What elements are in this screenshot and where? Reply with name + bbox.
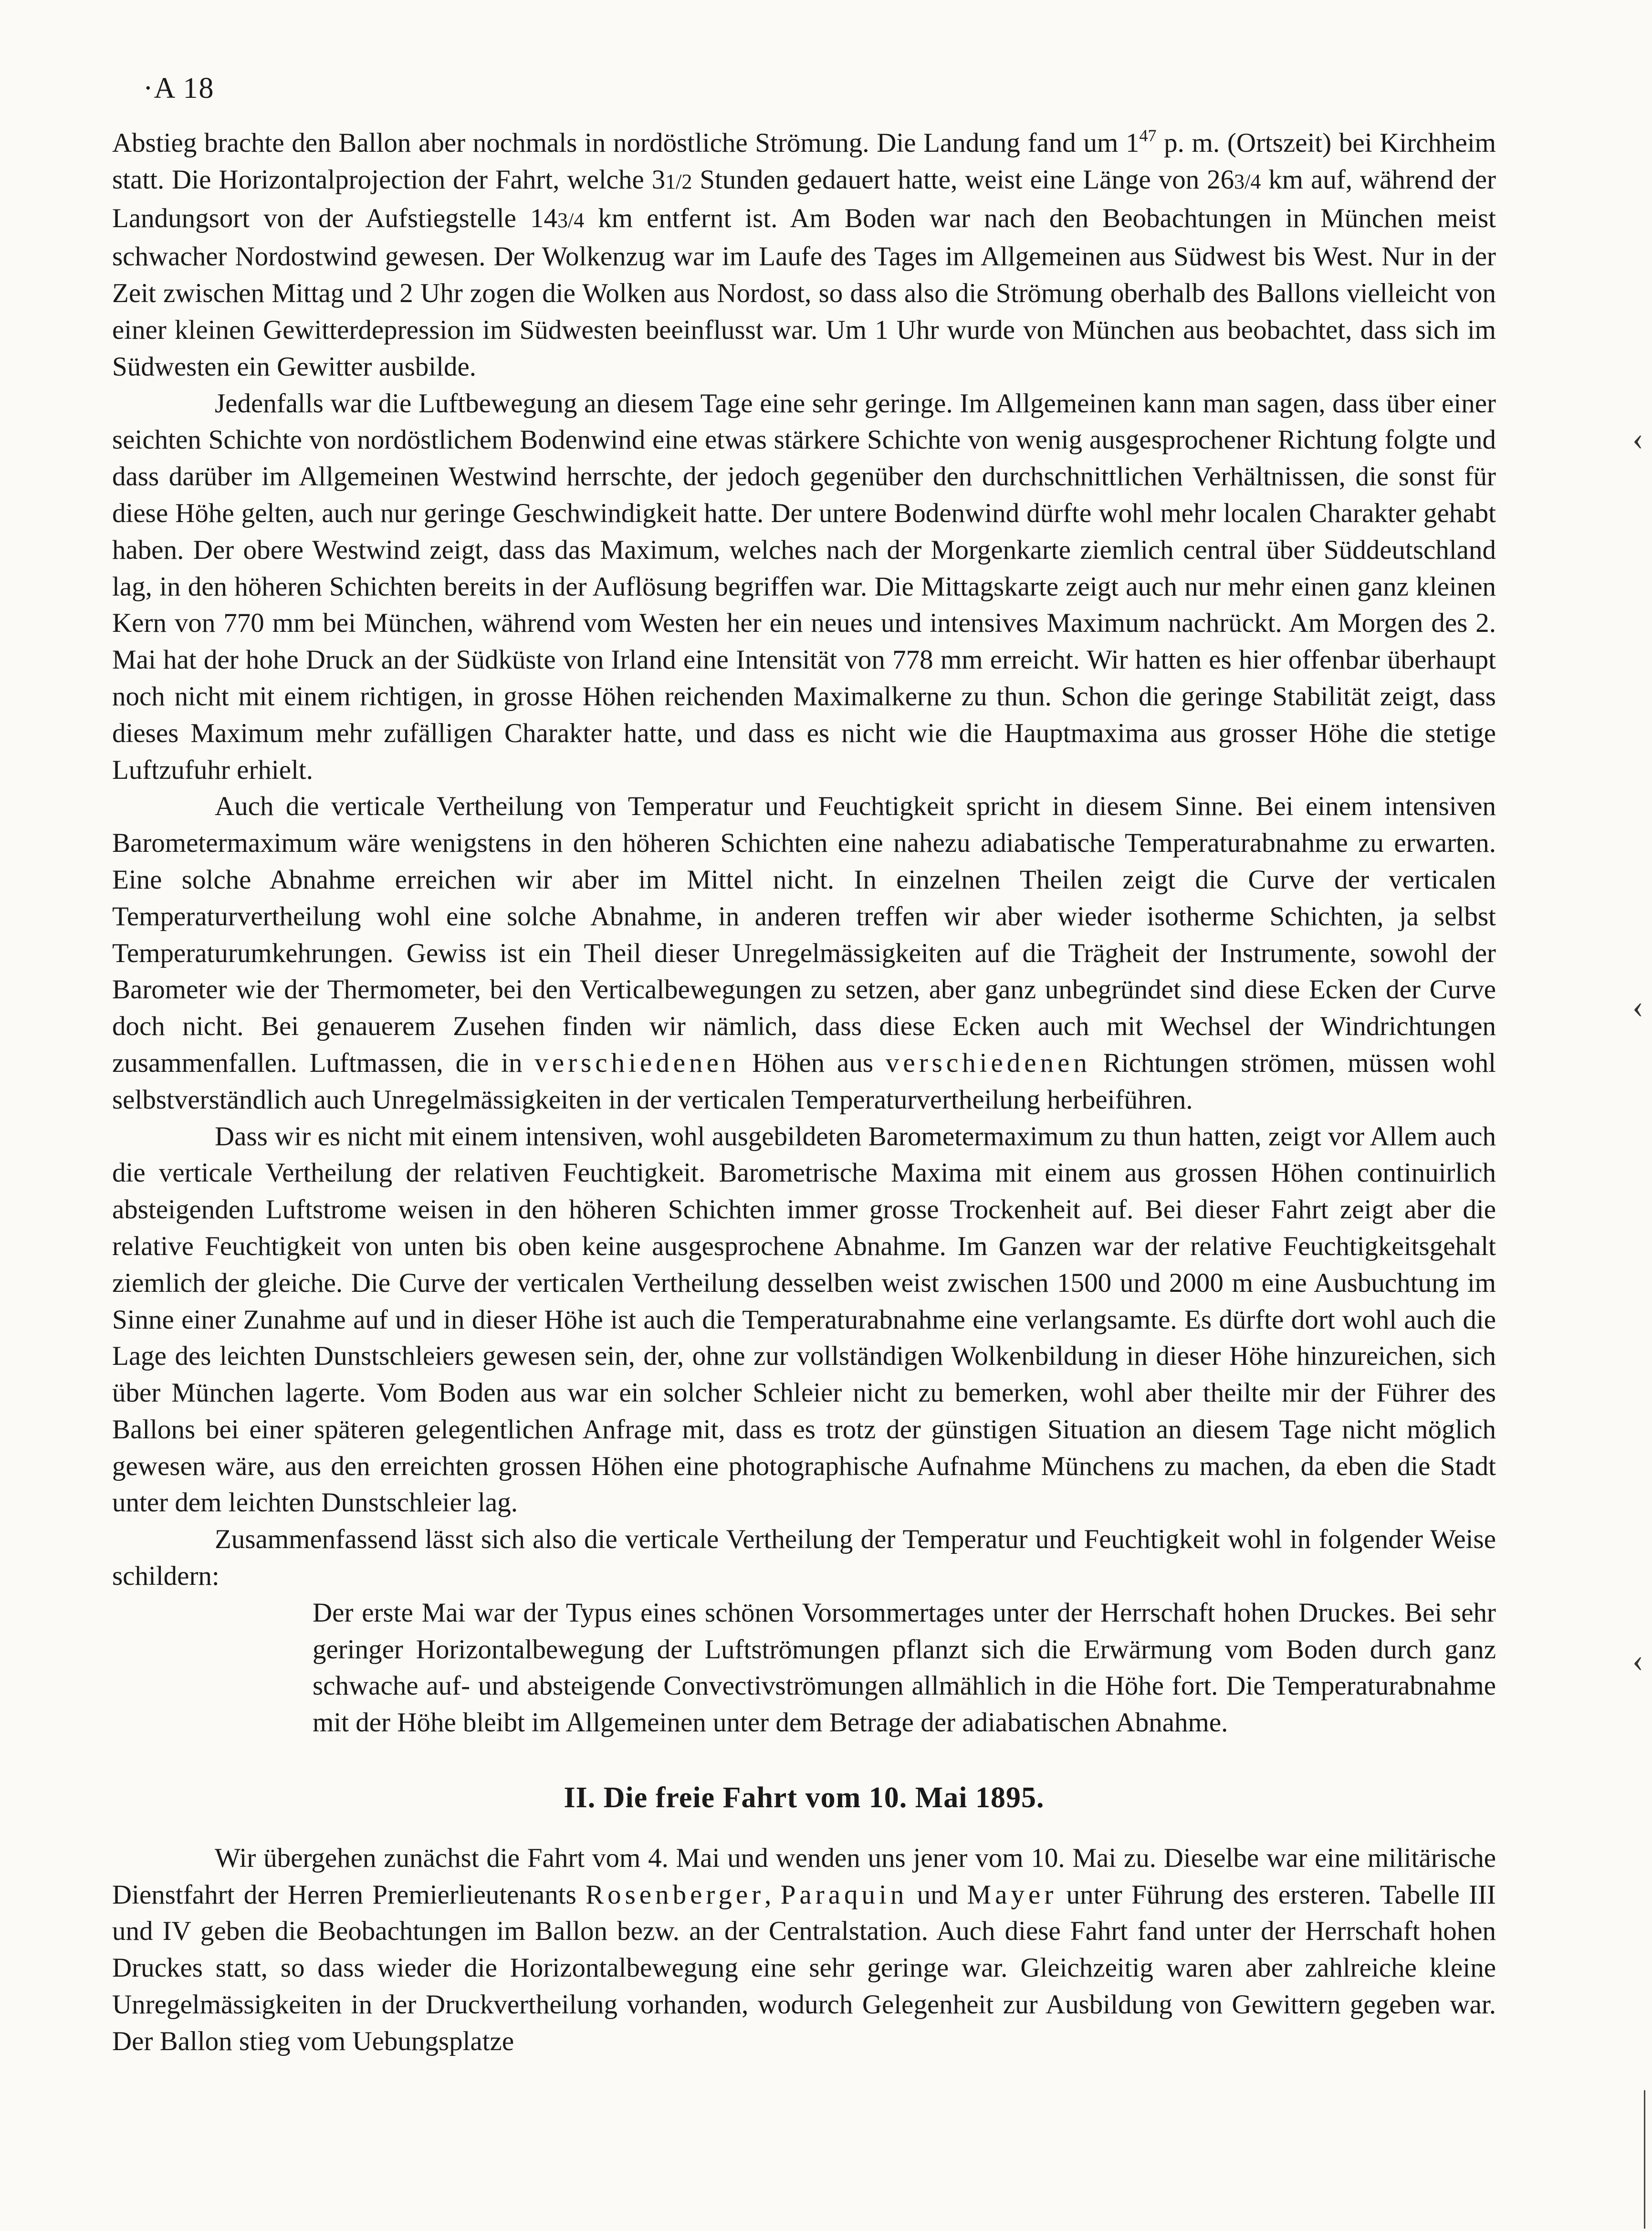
paragraph: [112, 788, 1496, 1118]
text-run: Dass wir es nicht mit einem intensiven, wohl ausgebildeten Barometermaximum zu thun hatten, zeigt vor Allem auch die verticale Vertheilung der relativen Feuchtigkeit. Barometrische Maxima mit einem aus grossen Höhen continuirlich absteigenden Luftstrome weisen in den höheren Schichten immer grosse Trockenheit auf. Bei dieser Fahrt zeigt aber die relative Feuchtigkeit von unten bis oben keine ausgesprochene Abnahme. Im Ganzen war der relative Feuchtigkeitsgehalt ziemlich der gleiche. Die Curve der verticalen Vertheilung desselben weist zwischen 1500 und 2000 m eine Ausbuchtung im Sinne einer Zunahme auf und in dieser Höhe ist auch die Temperaturabnahme eine verlangsamte. Es dürfte dort wohl auch die Lage des leichten Dunstschleiers gewesen sein, der, ohne zur vollständigen Wolkenbildung in dieser Höhe hinzureichen, sich über München lagerte. Vom Boden aus war ein solcher Schleier nicht zu bemerken, wohl aber theilte mir der Führer des Ballons bei einer späteren gelegentlichen Anfrage mit, dass es trotz der günstigen Situation an diesem Tage nicht möglich gewesen wäre, aus den erreichten grossen Höhen eine photographische Aufnahme Münchens zu machen, da eben die Stadt unter dem leichten Dunstschleier lag.: [112, 1121, 1496, 1518]
text-run: Richtungen strömen, müssen wohl selbstverständlich auch Unregelmässigkeiten in der verticalen Temperaturvertheilung herbeiführen.: [112, 1047, 1496, 1115]
text-run: Höhen aus: [740, 1047, 886, 1078]
text-run: unter Führung des ersteren. Tabelle III und IV geben die Beobachtungen im Ballon bezw. an der Centralstation. Auch diese Fahrt fand unter der Herrschaft hohen Druckes statt, so dass wieder die Horizontalbewegung eine sehr geringe war. Gleichzeitig waren aber zahlreiche kleine Unregelmässigkeiten in der Druckvertheilung vorhanden, wodurch Gelegenheit zur Ausbildung von Gewittern gegeben war. Der Ballon stieg vom Uebungsplatze: [112, 1879, 1496, 2056]
text-run: p. m. (Ortszeit) bei Kirchheim statt. Die Horizontalprojection der Fahrt, welche 3: [112, 128, 1496, 195]
scan-edge-line: [1644, 2090, 1645, 2229]
fraction: 3/4: [557, 208, 585, 232]
text-run: Jedenfalls war die Luftbewegung an diesem Tage eine sehr geringe. Im Allgemeinen kann man sagen, dass über einer seichten Schichte von nordöstlichem Bodenwind eine etwas stärkere Schichte von wenig ausgesprochener Richtung folgte und dass darüber im Allgemeinen Westwind herrschte, der jedoch gegenüber den durchschnittlichen Verhältnissen, die sonst für diese Höhe gelten, auch nur geringe Geschwindigkeit hatte. Der untere Bodenwind dürfte wohl mehr localen Charakter gehabt haben. Der obere Westwind zeigt, dass das Maximum, welches nach der Morgenkarte ziemlich central über Süddeutschland lag, in den höheren Schichten bereits in der Auflösung begriffen war. Die Mittagskarte zeigt auch nur mehr einen ganz kleinen Kern von 770 mm bei München, während vom Westen her ein neues und intensives Maximum nachrückt. Am Morgen des 2. Mai hat der hohe Druck an der Südküste von Irland eine Intensität von 778 mm erreicht. Wir hatten es hier offenbar überhaupt noch nicht mit einem richtigen, in grosse Höhen reichenden Maximalkerne zu thun. Schon die geringe Stabilität zeigt, dass dieses Maximum mehr zufälligen Charakter hatte, und dass es nicht wie die Hauptmaxima aus grosser Höhe die stetige Luftzufuhr erhielt.: [112, 388, 1496, 785]
section-heading: II. Die freie Fahrt vom 10. Mai 1895.: [564, 1781, 1045, 1814]
spaced-emphasis: Paraquin: [780, 1879, 908, 1910]
text-run: Stunden gedauert hatte, weist eine Länge von 26: [692, 164, 1234, 195]
paragraph: [112, 1840, 1496, 2060]
spaced-emphasis: Mayer: [967, 1879, 1057, 1910]
text-run: Der erste Mai war der Typus eines schönen Vorsommertages unter der Herrschaft hohen Druckes. Bei sehr geringer Horizontalbewegung der Luftströmungen pflanzt sich die Erwärmung vom Boden durch ganz schwache auf- und absteigende Convectivströmungen allmählich in die Höhe fort. Die Temperaturabnahme mit der Höhe bleibt im Allgemeinen unter dem Betrage der adiabatischen Abnahme.: [313, 1597, 1496, 1738]
margin-mark: ‹: [1632, 1642, 1643, 1679]
fraction: 1/2: [665, 169, 692, 193]
text-run: km auf, während der Landungsort von der Aufstiegstelle 14: [112, 164, 1496, 233]
text-run: Wir übergehen zunächst die Fahrt vom 4. Mai und wenden uns jener vom 10. Mai zu. Dieselbe war eine militärische Dienstfahrt der Herren Premierlieutenants: [112, 1843, 1496, 1910]
fraction: 3/4: [1234, 169, 1261, 193]
text-run: km entfernt ist. Am Boden war nach den Beobachtungen in München meist schwacher Nordostwind gewesen. Der Wolkenzug war im Laufe des Tages im Allgemeinen aus Südwest bis West. Nur in der Zeit zwischen Mittag und 2 Uhr zogen die Wolken aus Nordost, so dass also die Strömung oberhalb des Ballons vielleicht von einer kleinen Gewitterdepression im Südwesten beeinflusst war. Um 1 Uhr wurde von München aus beobachtet, dass sich im Südwesten ein Gewitter ausbilde.: [112, 203, 1496, 382]
paragraphs-after-heading: [112, 1840, 1496, 2060]
paragraphs-before-heading: [112, 125, 1496, 1741]
text-run: und: [908, 1879, 967, 1910]
paragraph: [112, 1119, 1496, 1522]
spaced-emphasis: verschiedenen: [534, 1047, 740, 1078]
paragraph: [112, 125, 1496, 386]
body-text: [112, 125, 1496, 2060]
margin-mark: ‹: [1632, 420, 1643, 457]
superscript: 47: [1139, 126, 1157, 145]
paragraph: [112, 386, 1496, 789]
text-run: Auch die verticale Vertheilung von Temperatur und Feuchtigkeit spricht in diesem Sinne. Bei einem intensiven Barometermaximum wäre wenigstens in den höheren Schichten eine nahezu adiabatische Temperaturabnahme zu erwarten. Eine solche Abnahme erreichen wir aber im Mittel nicht. In einzelnen Theilen zeigt die Curve der verticalen Temperaturvertheilung wohl eine solche Abnahme, in anderen treffen wir aber wieder isotherme Schichten, ja selbst Temperaturumkehrungen. Gewiss ist ein Theil dieser Unregelmässigkeiten auf die Trägheit der Instrumente, sowohl der Barometer wie der Thermometer, bei den Verticalbewegungen zu setzen, aber ganz unbegründet sind diese Ecken der Curve doch nicht. Bei genauerem Zusehen finden wir nämlich, dass diese Ecken auch mit Wechsel der Windrichtungen zusammenfallen. Luftmassen, die in: [112, 791, 1496, 1078]
spaced-emphasis: verschiedenen: [885, 1047, 1091, 1078]
spaced-emphasis: Rosenberger: [586, 1879, 765, 1910]
margin-mark: ‹: [1632, 988, 1643, 1025]
text-run: Zusammenfassend lässt sich also die verticale Vertheilung der Temperatur und Feuchtigkeit wohl in folgender Weise schildern:: [112, 1524, 1496, 1592]
text-run: ,: [764, 1879, 781, 1910]
text-run: Abstieg brachte den Ballon aber nochmals in nordöstliche Strömung. Die Landung fand um 1: [112, 128, 1140, 158]
page-number: ·A 18: [143, 72, 215, 105]
paragraph: [313, 1595, 1496, 1741]
paragraph: [112, 1521, 1496, 1595]
